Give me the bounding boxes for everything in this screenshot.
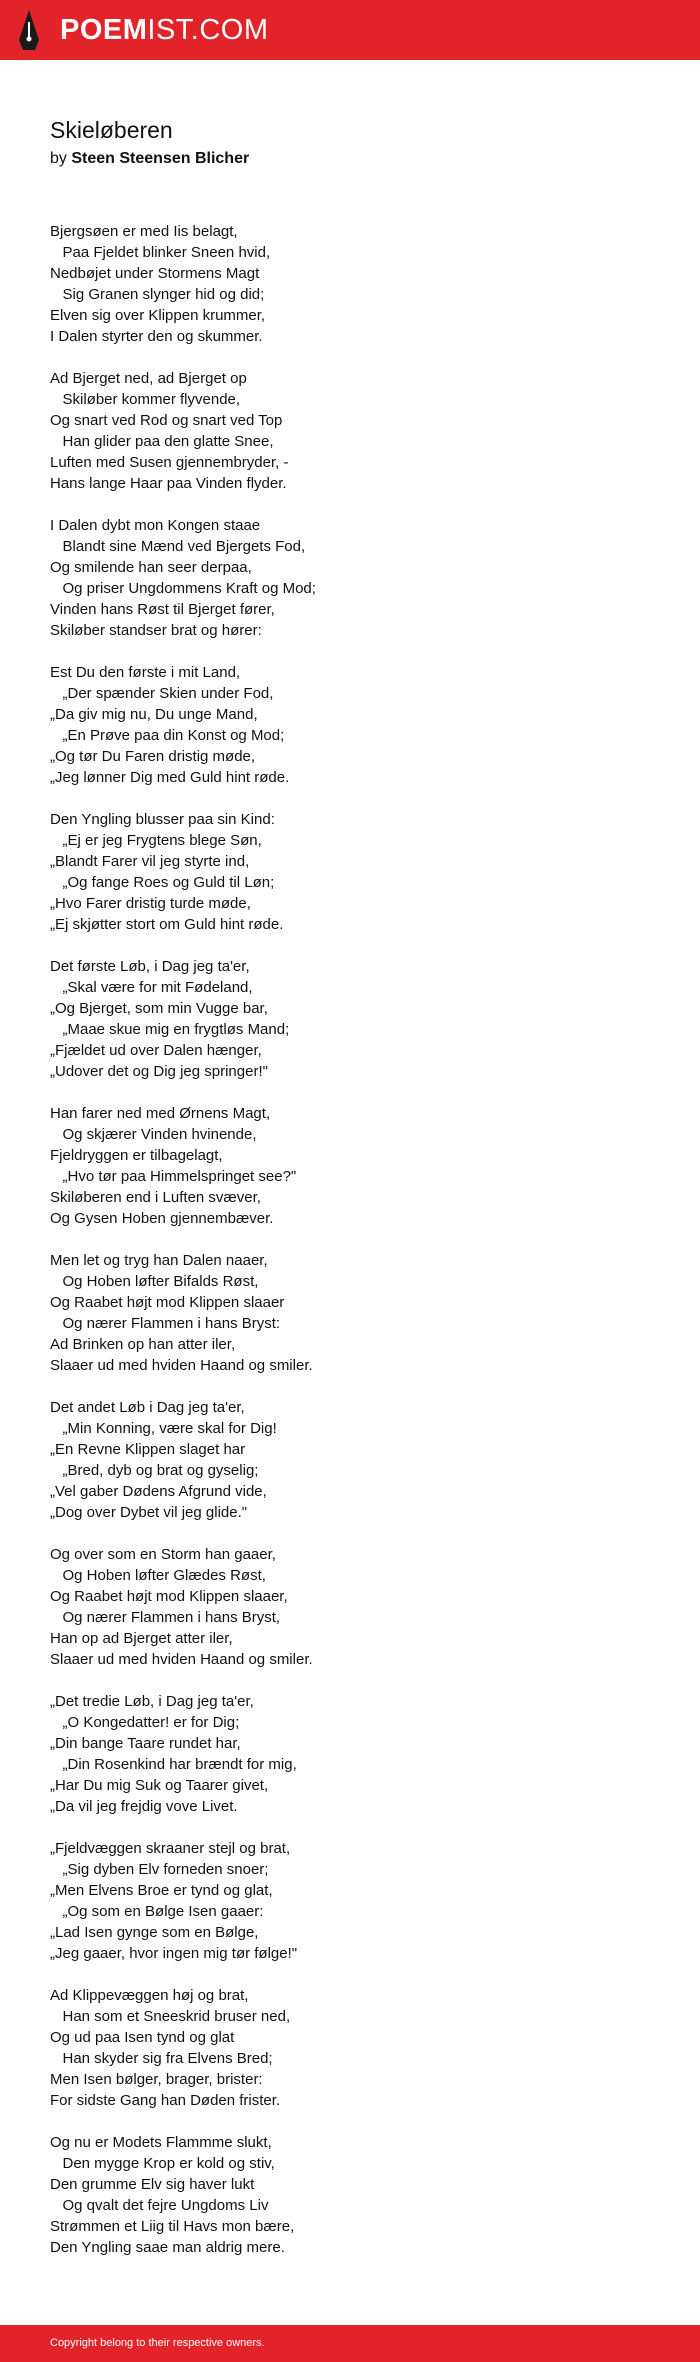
poem-line: „Bred, dyb og brat og gyselig; <box>50 1462 259 1479</box>
poem-line: Og priser Ungdommens Kraft og Mod; <box>50 580 316 597</box>
stanza <box>50 515 670 641</box>
poem-author[interactable]: Steen Steensen Blicher <box>71 150 250 167</box>
stanza <box>50 368 670 494</box>
logo-bold-text: POEM <box>60 14 148 46</box>
poem-line: Den grumme Elv sig haver lukt <box>50 2176 255 2193</box>
poem-line: Skiløber standser brat og hører: <box>50 622 262 639</box>
poem-line: Ad Klippevæggen høj og brat, <box>50 1987 249 2004</box>
poem-line: Og nu er Modets Flammme slukt, <box>50 2134 272 2151</box>
poem-line: Sig Granen slynger hid og did; <box>50 286 265 303</box>
stanza-gap <box>50 494 670 515</box>
poem-line: Og smilende han seer derpaa, <box>50 559 252 576</box>
poem-line: Hans lange Haar paa Vinden flyder. <box>50 475 287 492</box>
poem-line: For sidste Gang han Døden frister. <box>50 2092 281 2109</box>
poem-line: Luften med Susen gjennembryder, - <box>50 454 289 471</box>
poem-line: Den mygge Krop er kold og stiv, <box>50 2155 275 2172</box>
poem-line: „Jeg gaaer, hvor ingen mig tør følge!" <box>50 1945 298 1962</box>
poem-line: „Hvo Farer dristig turde møde, <box>50 895 251 912</box>
poem-line: „Min Konning, være skal for Dig! <box>50 1420 277 1437</box>
poem-line: „Ej er jeg Frygtens blege Søn, <box>50 832 262 849</box>
poem-line: „Maae skue mig en frygtløs Mand; <box>50 1021 290 1038</box>
poem-line: „Men Elvens Broe er tynd og glat, <box>50 1882 273 1899</box>
poem-line: Skiløber kommer flyvende, <box>50 391 241 408</box>
stanza-gap <box>50 788 670 809</box>
poem-line: „Dog over Dybet vil jeg glide." <box>50 1504 248 1521</box>
poem-line: Og nærer Flammen i hans Bryst: <box>50 1315 281 1332</box>
poem-line: „Blandt Farer vil jeg styrte ind, <box>50 853 250 870</box>
poem-line: „Fjældet ud over Dalen hænger, <box>50 1042 262 1059</box>
poem-line: Og Raabet højt mod Klippen slaaer <box>50 1294 285 1311</box>
poem-line: „En Revne Klippen slaget har <box>50 1441 246 1458</box>
poem-line: „Det tredie Løb, i Dag jeg ta'er, <box>50 1693 254 1710</box>
stanza-gap <box>50 1670 670 1691</box>
poem-line: „Vel gaber Dødens Afgrund vide, <box>50 1483 267 1500</box>
poem-line: „Da vil jeg frejdig vove Livet. <box>50 1798 238 1815</box>
stanza-gap <box>50 1523 670 1544</box>
poem-line: Og Hoben løfter Bifalds Røst, <box>50 1273 259 1290</box>
poem-line: Vinden hans Røst til Bjerget fører, <box>50 601 275 618</box>
stanza <box>50 956 670 1082</box>
poem-line: „Og Bjerget, som min Vugge bar, <box>50 1000 268 1017</box>
stanza <box>50 809 670 935</box>
stanza-gap <box>50 1964 670 1985</box>
poem-line: Slaaer ud med hviden Haand og smiler. <box>50 1357 313 1374</box>
poem-line: Ad Bjerget ned, ad Bjerget op <box>50 370 247 387</box>
stanza <box>50 1691 670 1817</box>
poem-title: Skieløberen <box>50 117 173 143</box>
poem-line: Han farer ned med Ørnens Magt, <box>50 1105 271 1122</box>
poem-line: Og Gysen Hoben gjennembæver. <box>50 1210 274 1227</box>
poem-line: „Og som en Bølge Isen gaaer: <box>50 1903 264 1920</box>
poem-line: Ad Brinken op han atter iler, <box>50 1336 236 1353</box>
poem-line: Han glider paa den glatte Snee, <box>50 433 274 450</box>
poem-line: Og nærer Flammen i hans Bryst, <box>50 1609 281 1626</box>
poem-line: Men Isen bølger, brager, brister: <box>50 2071 263 2088</box>
poem-line: Han som et Sneeskrid bruser ned, <box>50 2008 291 2025</box>
poem-line: „En Prøve paa din Konst og Mod; <box>50 727 285 744</box>
poem-line: „Og fange Roes og Guld til Løn; <box>50 874 275 891</box>
site-logo[interactable] <box>60 12 269 48</box>
poem-line: „O Kongedatter! er for Dig; <box>50 1714 240 1731</box>
logo-regular-text: IST.COM <box>147 14 269 46</box>
stanza <box>50 1985 670 2111</box>
poem-byline <box>50 148 249 170</box>
copyright-text: Copyright belong to their respective owners. <box>50 2337 265 2349</box>
poem-line: Fjeldryggen er tilbagelagt, <box>50 1147 223 1164</box>
poem-line: Han op ad Bjerget atter iler, <box>50 1630 233 1647</box>
stanza <box>50 1103 670 1229</box>
stanza <box>50 2132 670 2258</box>
poem-line: „Sig dyben Elv forneden snoer; <box>50 1861 269 1878</box>
poem-line: „Og tør Du Faren dristig møde, <box>50 748 256 765</box>
poem-line: Elven sig over Klippen krummer, <box>50 307 266 324</box>
poem-line: „Har Du mig Suk og Taarer givet, <box>50 1777 269 1794</box>
stanza-gap <box>50 1229 670 1250</box>
poem-line: Est Du den første i mit Land, <box>50 664 241 681</box>
stanza <box>50 1250 670 1376</box>
poem-line: „Din Rosenkind har brændt for mig, <box>50 1756 297 1773</box>
stanza-gap <box>50 641 670 662</box>
poem-line: „Der spænder Skien under Fod, <box>50 685 274 702</box>
poem-line: Og snart ved Rod og snart ved Top <box>50 412 283 429</box>
poem-line: Paa Fjeldet blinker Sneen hvid, <box>50 244 271 261</box>
stanza-gap <box>50 347 670 368</box>
poem-line: „Skal være for mit Fødeland, <box>50 979 253 996</box>
poem-line: Den Yngling blusser paa sin Kind: <box>50 811 275 828</box>
stanza-gap <box>50 1082 670 1103</box>
poem-line: „Udover det og Dig jeg springer!" <box>50 1063 268 1080</box>
poem-line: „Ej skjøtter stort om Guld hint røde. <box>50 916 284 933</box>
poem-line: Men let og tryg han Dalen naaer, <box>50 1252 268 1269</box>
stanza <box>50 1397 670 1523</box>
poem-line: „Fjeldvæggen skraaner stejl og brat, <box>50 1840 291 1857</box>
by-label: by <box>50 150 67 167</box>
poem-line: „Jeg lønner Dig med Guld hint røde. <box>50 769 290 786</box>
stanza-gap <box>50 2111 670 2132</box>
poem-line: Og ud paa Isen tynd og glat <box>50 2029 235 2046</box>
poem-line: Det første Løb, i Dag jeg ta'er, <box>50 958 250 975</box>
stanza-gap <box>50 1376 670 1397</box>
poem-line: Nedbøjet under Stormens Magt <box>50 265 260 282</box>
pen-nib-icon[interactable] <box>17 8 41 52</box>
poem-line: Den Yngling saae man aldrig mere. <box>50 2239 285 2256</box>
poem-line: I Dalen styrter den og skummer. <box>50 328 263 345</box>
poem-line: Strømmen et Liig til Havs mon bære, <box>50 2218 295 2235</box>
stanza-gap <box>50 935 670 956</box>
poem-line: „Da giv mig nu, Du unge Mand, <box>50 706 258 723</box>
poem-line: Og Raabet højt mod Klippen slaaer, <box>50 1588 288 1605</box>
stanza <box>50 1544 670 1670</box>
stanza <box>50 221 670 347</box>
poem-line: Slaaer ud med hviden Haand og smiler. <box>50 1651 313 1668</box>
poem-line: Bjergsøen er med Iis belagt, <box>50 223 238 240</box>
site-header <box>0 0 700 60</box>
poem-line: I Dalen dybt mon Kongen staae <box>50 517 261 534</box>
poem-line: Han skyder sig fra Elvens Bred; <box>50 2050 273 2067</box>
poem-line: „Hvo tør paa Himmelspringet see?" <box>50 1168 297 1185</box>
stanza-gap <box>50 1817 670 1838</box>
stanza <box>50 662 670 788</box>
poem-line: Og Hoben løfter Glædes Røst, <box>50 1567 266 1584</box>
poem-line: Skiløberen end i Luften svæver, <box>50 1189 261 1206</box>
poem-line: Og qvalt det fejre Ungdoms Liv <box>50 2197 269 2214</box>
poem-body <box>50 221 670 2258</box>
poem-line: „Lad Isen gynge som en Bølge, <box>50 1924 259 1941</box>
stanza <box>50 1838 670 1964</box>
poem-line: Blandt sine Mænd ved Bjergets Fod, <box>50 538 306 555</box>
poem-line: Det andet Løb i Dag jeg ta'er, <box>50 1399 245 1416</box>
site-footer <box>0 2325 700 2362</box>
poem-line: Og skjærer Vinden hvinende, <box>50 1126 257 1143</box>
poem-line: Og over som en Storm han gaaer, <box>50 1546 276 1563</box>
poem-line: „Din bange Taare rundet har, <box>50 1735 241 1752</box>
